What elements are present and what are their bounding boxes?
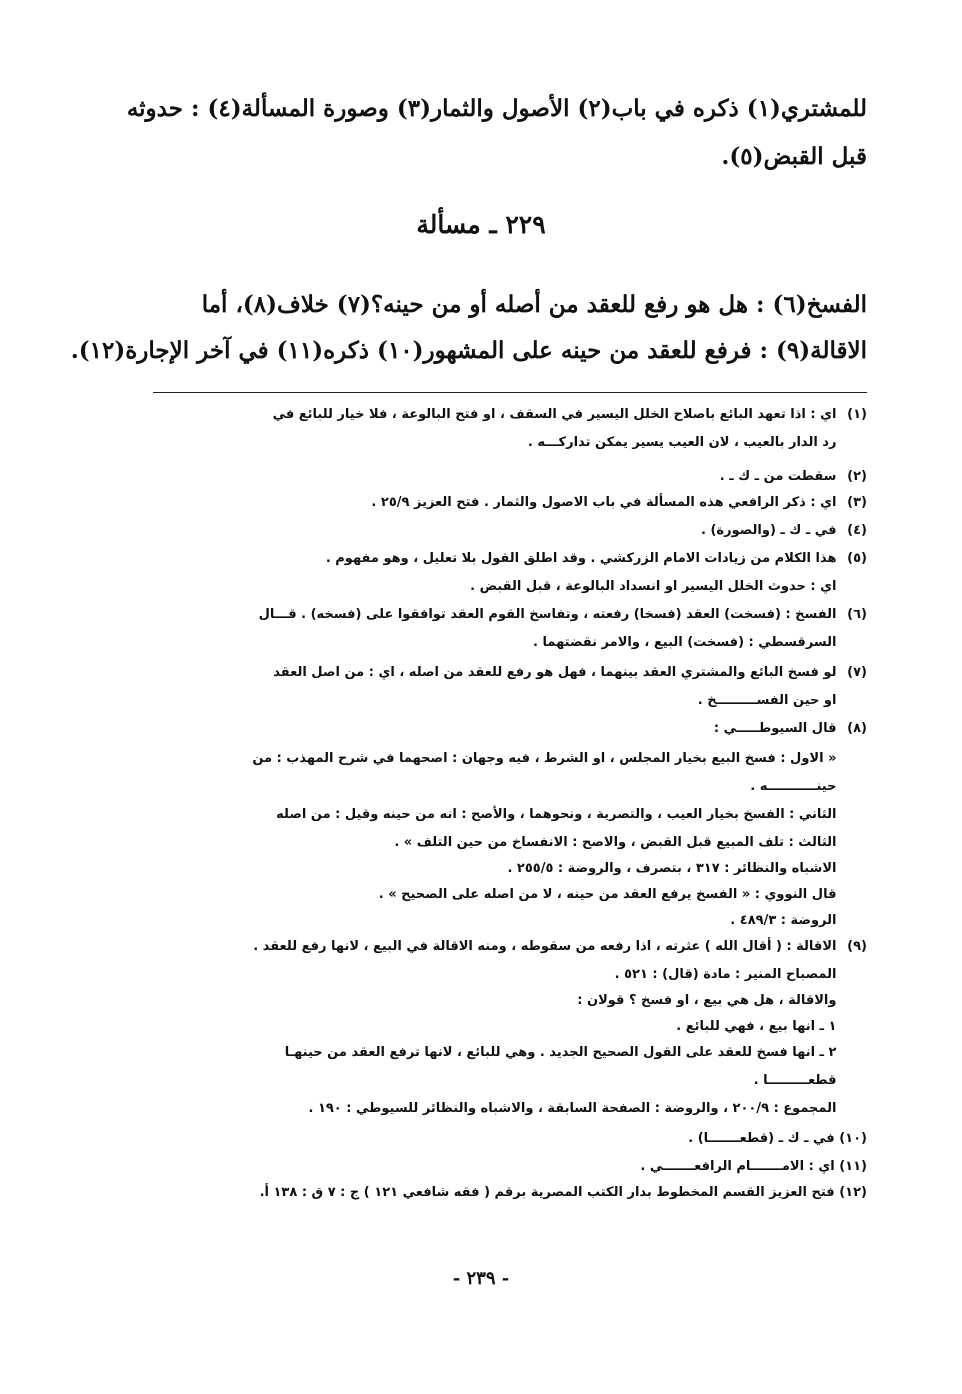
- intro-line-1: للمشتري(١) ذكره في باب(٢) الأصول والثمار(٣) وصورة المسألة(٤) : حدوثه: [126, 95, 867, 122]
- body-line-1: الفسخ(٦) : هل هو رفع للعقد من أصله أو من حينه؟(٧) خلاف(٨)، أما: [201, 291, 867, 318]
- footnote-line: [87, 882, 867, 908]
- footnote-text: قال السيوطـــــي :: [713, 721, 837, 736]
- footnote-text: الثاني : الفسخ بخيار العيب ، والتصرية ، ونحوهما ، والأصح : انه من حينه وقيل : من اصله: [276, 807, 837, 822]
- footnote-line: [87, 602, 867, 628]
- footnote-number: (٩): [847, 939, 867, 954]
- footnote-line: [87, 774, 867, 800]
- footnote-line: [87, 802, 867, 828]
- footnote-line: [87, 830, 867, 856]
- footnote-line: [87, 1154, 867, 1180]
- footnote-number: (١٠): [839, 1131, 867, 1146]
- body-line-2: الاقالة(٩) : فرفع للعقد من حينه على المشهور(١٠) ذكره(١١) في آخر الإجارة(١٢).: [70, 337, 867, 364]
- footnote-text: الثالث : تلف المبيع قبل القبض ، والاصح : الانفساخ من حين التلف » .: [394, 835, 837, 850]
- footnote-number: (٦): [847, 607, 867, 622]
- footnote-line: [87, 962, 867, 988]
- footnote-number: (١٢): [839, 1185, 867, 1200]
- footnote-text: فتح العزيز القسم المخطوط بدار الكتب المصرية برقم ( فقه شافعي ١٢١ ) ج : ٧ ق : ١٣٨ أ.: [259, 1185, 835, 1200]
- footnote-text: ٢ ـ انها فسخ للعقد على القول الصحيح الجديد . وهي للبائع ، لانها ترفع العقد من حينهـا: [284, 1045, 837, 1060]
- footnote-text: السرقسطي : (فسخت) البيع ، والامر نقضتهما .: [533, 635, 837, 650]
- footnote-line: [87, 464, 867, 490]
- footnote-text: اي : اذا تعهد البائع باصلاح الخلل اليسير في السقف ، او فتح البالوعة ، فلا خيار للبائع في: [272, 407, 837, 422]
- footnote-line: [87, 1014, 867, 1040]
- footnote-line: [87, 934, 867, 960]
- footnote-line: [87, 1040, 867, 1066]
- footnote-text: لو فسخ البائع والمشتري العقد بينهما ، فهل هو رفع للعقد من اصله ، اي : من اصل العقد: [273, 665, 837, 680]
- footnote-text: رد الدار بالعيب ، لان العيب يسير يمكن تداركـــه .: [527, 435, 837, 450]
- footnote-text: سقطت من ـ ك ـ .: [719, 469, 837, 484]
- footnote-line: [87, 402, 867, 428]
- footnote-line: [87, 518, 867, 544]
- footnote-number: (٥): [847, 551, 867, 566]
- footnote-text: قطعـــــــــا .: [753, 1073, 837, 1088]
- footnote-line: [87, 1068, 867, 1094]
- footnote-line: [87, 490, 867, 516]
- footnote-text: قال النووي : « الفسخ يرفع العقد من حينه ، لا من اصله على الصحيح » .: [378, 887, 837, 902]
- footnote-line: [87, 746, 867, 772]
- footnote-text: في ـ ك ـ (قطعـــــــا) .: [688, 1131, 835, 1146]
- footnote-line: [87, 1096, 867, 1122]
- footnote-number: (٨): [847, 721, 867, 736]
- footnote-text: الفسخ : (فسخت) العقد (فسخا) رفعته ، وتفاسخ القوم العقد توافقوا على (فسخه) . قـــال: [258, 607, 837, 622]
- footnote-text: في ـ ك ـ (والصورة) .: [701, 523, 837, 538]
- footnote-line: [87, 856, 867, 882]
- footnote-text: والاقالة ، هل هي بيع ، او فسخ ؟ قولان :: [577, 993, 837, 1008]
- footnote-divider: [153, 392, 867, 393]
- footnote-text: اي : الامـــــــام الرافعـــــــي .: [640, 1159, 835, 1174]
- footnote-number: (٧): [847, 665, 867, 680]
- section-title: ٢٢٩ ـ مسألة: [416, 210, 546, 239]
- footnote-line: [87, 688, 867, 714]
- footnote-text: الاقالة : ( أقال الله ) عثرته ، اذا رفعه من سقوطه ، ومنه الاقالة في البيع ، لانها رفع للعقد .: [253, 939, 837, 954]
- footnote-line: [87, 988, 867, 1014]
- footnote-text: الاشباه والنظائر : ٣١٧ ، بتصرف ، والروضة : ٢٥٥/٥ .: [507, 861, 837, 876]
- footnote-number: (٢): [847, 469, 867, 484]
- footnote-line: [87, 1180, 867, 1206]
- footnote-line: [87, 716, 867, 742]
- footnote-line: [87, 630, 867, 656]
- footnote-line: [87, 574, 867, 600]
- footnote-text: الروضة : ٤٨٩/٣ .: [730, 913, 837, 928]
- footnote-text: « الاول : فسخ البيع بخيار المجلس ، او الشرط ، فيه وجهان : اصحهما في شرح المهذب : من: [252, 751, 837, 766]
- footnote-line: [87, 430, 867, 456]
- footnote-text: اي : ذكر الرافعي هذه المسألة في باب الاصول والثمار . فتح العزيز ٢٥/٩ .: [371, 495, 837, 510]
- footnote-text: او حين الفســـــــــخ .: [697, 693, 837, 708]
- footnote-line: [87, 1126, 867, 1152]
- footnote-line: [87, 546, 867, 572]
- intro-line-2: قبل القبض(٥).: [721, 143, 867, 170]
- footnote-line: [87, 660, 867, 686]
- footnote-text: هذا الكلام من زيادات الامام الزركشي . وقد اطلق القول بلا تعليل ، وهو مفهوم .: [325, 551, 837, 566]
- footnote-text: حينـــــــــــه .: [750, 779, 837, 794]
- footnote-number: (٤): [847, 523, 867, 538]
- footnote-line: [87, 908, 867, 934]
- footnote-number: (١): [847, 407, 867, 422]
- footnote-number: (٣): [847, 495, 867, 510]
- footnote-text: اي : حدوث الخلل اليسير او انسداد البالوعة ، قبل القبض .: [470, 579, 837, 594]
- footnote-text: المصباح المنير : مادة (قال) : ٥٢١ .: [614, 967, 837, 982]
- footnote-text: ١ ـ انها بيع ، فهي للبائع .: [676, 1019, 837, 1034]
- page-number: - ٢٣٩ -: [452, 1268, 510, 1289]
- footnote-number: (١١): [839, 1159, 867, 1174]
- footnote-text: المجموع : ٢٠٠/٩ ، والروضة : الصفحة السابقة ، والاشباه والنظائر للسيوطي : ١٩٠ .: [308, 1101, 837, 1116]
